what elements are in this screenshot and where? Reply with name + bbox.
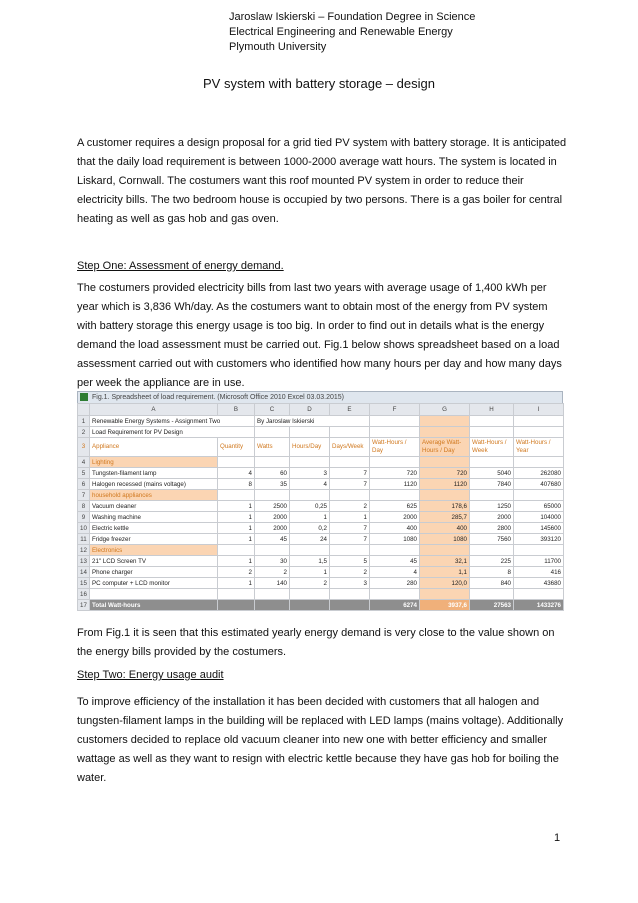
- column-header: A: [90, 404, 218, 416]
- row-number: 1: [78, 416, 90, 427]
- row-number: 5: [78, 468, 90, 479]
- column-header: D: [290, 404, 330, 416]
- avg-wh-day-cell: 720: [420, 468, 470, 479]
- row-number: 6: [78, 479, 90, 490]
- row-number: 17: [78, 600, 90, 611]
- sheet-subtitle-cell: Load Requirement for PV Design: [90, 427, 255, 438]
- avg-wh-day-cell: 400: [420, 523, 470, 534]
- total-wh-day: 6274: [370, 600, 420, 611]
- header-cell: Quantity: [218, 438, 255, 457]
- corner-cell: [78, 404, 90, 416]
- wh-day-cell: 1080: [370, 534, 420, 545]
- quantity-cell: 1: [218, 523, 255, 534]
- watts-cell: 2: [255, 567, 290, 578]
- header-cell: Watt-Hours / Week: [470, 438, 514, 457]
- wh-week-cell: 1250: [470, 501, 514, 512]
- wh-year-cell: 65000: [514, 501, 564, 512]
- avg-wh-day-cell: 1120: [420, 479, 470, 490]
- spreadsheet-figure: [77, 391, 563, 611]
- wh-week-cell: 2000: [470, 512, 514, 523]
- column-header: C: [255, 404, 290, 416]
- wh-week-cell: 5040: [470, 468, 514, 479]
- wh-day-cell: 1120: [370, 479, 420, 490]
- quantity-cell: 2: [218, 567, 255, 578]
- table-row: [78, 427, 564, 438]
- table-header-row: [78, 438, 564, 457]
- wh-day-cell: 280: [370, 578, 420, 589]
- watts-cell: 35: [255, 479, 290, 490]
- total-avg-wh-day: 3937,6: [420, 600, 470, 611]
- watts-cell: 2000: [255, 523, 290, 534]
- wh-day-cell: 720: [370, 468, 420, 479]
- wh-week-cell: 225: [470, 556, 514, 567]
- column-header: I: [514, 404, 564, 416]
- appliance-cell: Fridge freezer: [90, 534, 218, 545]
- watts-cell: 2500: [255, 501, 290, 512]
- wh-week-cell: 840: [470, 578, 514, 589]
- header-cell: Hours/Day: [290, 438, 330, 457]
- hours-day-cell: 2: [290, 578, 330, 589]
- wh-year-cell: 262080: [514, 468, 564, 479]
- category-row: [78, 490, 564, 501]
- avg-wh-day-cell: 285,7: [420, 512, 470, 523]
- wh-day-cell: 4: [370, 567, 420, 578]
- hours-day-cell: 1,5: [290, 556, 330, 567]
- row-number: 11: [78, 534, 90, 545]
- step-two-heading: Step Two: Energy usage audit: [77, 669, 224, 681]
- days-week-cell: 1: [330, 512, 370, 523]
- category-row: [78, 545, 564, 556]
- appliance-cell: Washing machine: [90, 512, 218, 523]
- days-week-cell: 7: [330, 534, 370, 545]
- avg-wh-day-cell: 32,1: [420, 556, 470, 567]
- category-label: Lighting: [90, 457, 218, 468]
- watts-cell: 60: [255, 468, 290, 479]
- row-number: 4: [78, 457, 90, 468]
- wh-year-cell: 104000: [514, 512, 564, 523]
- row-number: 12: [78, 545, 90, 556]
- header-cell: Watts: [255, 438, 290, 457]
- hours-day-cell: 0,2: [290, 523, 330, 534]
- document-title: PV system with battery storage – design: [203, 76, 435, 91]
- header-line-author: Jaroslaw Iskierski – Foundation Degree in Science: [229, 11, 476, 23]
- header-cell: Watt-Hours / Day: [370, 438, 420, 457]
- table-row: [78, 534, 564, 545]
- table-row: [78, 578, 564, 589]
- days-week-cell: 7: [330, 479, 370, 490]
- table-row: [78, 523, 564, 534]
- quantity-cell: 1: [218, 512, 255, 523]
- table-row: [78, 589, 564, 600]
- wh-year-cell: 416: [514, 567, 564, 578]
- row-number: 9: [78, 512, 90, 523]
- intro-paragraph: A customer requires a design proposal for a grid tied PV system with battery storage. It is anticipated that the daily load requirement is between 1000-2000 average watt hours. The system is located in Liskard, Cornwall. The costumers want this roof mounted PV system in order to reduce their electricity bills. The two bedroom house is occupied by two persons. There is a gas boiler for central heating as well as gas hob and gas oven.: [77, 137, 567, 225]
- column-header: F: [370, 404, 420, 416]
- sheet-title-cell: Renewable Energy Systems - Assignment Two: [90, 416, 255, 427]
- category-label: household appliances: [90, 490, 218, 501]
- days-week-cell: 7: [330, 468, 370, 479]
- column-header-row: [78, 404, 564, 416]
- table-row: [78, 468, 564, 479]
- appliance-cell: Halogen recessed (mains voltage): [90, 479, 218, 490]
- row-number: 8: [78, 501, 90, 512]
- avg-wh-day-cell: 1080: [420, 534, 470, 545]
- table-row: [78, 501, 564, 512]
- page-number: 1: [554, 832, 561, 844]
- wh-week-cell: 8: [470, 567, 514, 578]
- appliance-cell: Tungsten-filament lamp: [90, 468, 218, 479]
- wh-day-cell: 400: [370, 523, 420, 534]
- quantity-cell: 1: [218, 556, 255, 567]
- table-row: [78, 479, 564, 490]
- step-two-paragraph: To improve efficiency of the installation it has been decided with customers that all halogen and tungsten-filament lamps in the building will be replaced with LED lamps (mains voltage). Additionally customers decided to replace old vacuum cleaner into new one with better efficiency and smaller wattage as well as they want to resign with electric kettle because they have gas hob for boiling the water.: [77, 696, 564, 784]
- avg-wh-day-cell: 120,0: [420, 578, 470, 589]
- row-number: 13: [78, 556, 90, 567]
- header-cell: Average Watt-Hours / Day: [420, 438, 470, 457]
- column-header: B: [218, 404, 255, 416]
- wh-year-cell: 43680: [514, 578, 564, 589]
- wh-day-cell: 45: [370, 556, 420, 567]
- avg-wh-day-cell: 178,6: [420, 501, 470, 512]
- wh-year-cell: 407680: [514, 479, 564, 490]
- table-row: [78, 567, 564, 578]
- category-label: Electronics: [90, 545, 218, 556]
- wh-year-cell: 11700: [514, 556, 564, 567]
- row-number: 7: [78, 490, 90, 501]
- row-number: 2: [78, 427, 90, 438]
- watts-cell: 140: [255, 578, 290, 589]
- column-header: G: [420, 404, 470, 416]
- quantity-cell: 1: [218, 501, 255, 512]
- appliance-cell: PC computer + LCD monitor: [90, 578, 218, 589]
- header-cell: Days/Week: [330, 438, 370, 457]
- wh-year-cell: 393120: [514, 534, 564, 545]
- hours-day-cell: 4: [290, 479, 330, 490]
- total-wh-week: 27563: [470, 600, 514, 611]
- wh-year-cell: 145600: [514, 523, 564, 534]
- wh-week-cell: 7840: [470, 479, 514, 490]
- category-row: [78, 457, 564, 468]
- quantity-cell: 8: [218, 479, 255, 490]
- hours-day-cell: 24: [290, 534, 330, 545]
- hours-day-cell: 1: [290, 512, 330, 523]
- row-number: 15: [78, 578, 90, 589]
- appliance-cell: Electric kettle: [90, 523, 218, 534]
- row-number: 16: [78, 589, 90, 600]
- row-number: 14: [78, 567, 90, 578]
- header-line-course: Electrical Engineering and Renewable Energy: [229, 26, 453, 38]
- table-row: [78, 556, 564, 567]
- watts-cell: 30: [255, 556, 290, 567]
- appliance-cell: Vacuum cleaner: [90, 501, 218, 512]
- quantity-cell: 1: [218, 534, 255, 545]
- column-header: H: [470, 404, 514, 416]
- watts-cell: 45: [255, 534, 290, 545]
- header-cell: Watt-Hours / Year: [514, 438, 564, 457]
- wh-day-cell: 625: [370, 501, 420, 512]
- wh-week-cell: 2800: [470, 523, 514, 534]
- appliance-cell: Phone charger: [90, 567, 218, 578]
- load-requirement-table: [77, 403, 564, 611]
- step-one-heading: Step One: Assessment of energy demand.: [77, 260, 284, 272]
- watts-cell: 2000: [255, 512, 290, 523]
- days-week-cell: 7: [330, 523, 370, 534]
- table-row: [78, 512, 564, 523]
- sheet-author-cell: By Jaroslaw Iskierski: [255, 416, 370, 427]
- days-week-cell: 2: [330, 567, 370, 578]
- author-header: [229, 10, 475, 55]
- step-one-paragraph: The costumers provided electricity bills from last two years with average usage of 1,400 kWh per year which is 3,836 Wh/day. As the costumers want to obtain most of the energy from PV system with battery storage this energy usage is too big. In order to find out in details what is the energy demand the load assessment must be carried out. Fig.1 below shows spreadsheet based on a load assessment carried out with customers who identified how many hours per day and how many days per week the appliance are in use.: [77, 282, 562, 389]
- column-header: E: [330, 404, 370, 416]
- wh-day-cell: 2000: [370, 512, 420, 523]
- appliance-cell: 21" LCD Screen TV: [90, 556, 218, 567]
- quantity-cell: 4: [218, 468, 255, 479]
- days-week-cell: 5: [330, 556, 370, 567]
- hours-day-cell: 0,25: [290, 501, 330, 512]
- row-number: 10: [78, 523, 90, 534]
- figure-caption: Fig.1. Spreadsheet of load requirement. (Microsoft Office 2010 Excel 03.03.2015): [92, 394, 345, 401]
- hours-day-cell: 3: [290, 468, 330, 479]
- figure-commentary: From Fig.1 it is seen that this estimated yearly energy demand is very close to the value shown on the energy bills provided by the costumers.: [77, 627, 555, 658]
- table-row: [78, 416, 564, 427]
- total-row: [78, 600, 564, 611]
- avg-wh-day-cell: 1,1: [420, 567, 470, 578]
- wh-week-cell: 7560: [470, 534, 514, 545]
- header-line-university: Plymouth University: [229, 41, 327, 53]
- total-wh-year: 1433276: [514, 600, 564, 611]
- excel-icon: [80, 393, 88, 401]
- days-week-cell: 3: [330, 578, 370, 589]
- row-number: 3: [78, 438, 90, 457]
- figure-caption-bar: [77, 391, 563, 403]
- total-label: Total Watt-hours: [90, 600, 218, 611]
- days-week-cell: 2: [330, 501, 370, 512]
- hours-day-cell: 1: [290, 567, 330, 578]
- quantity-cell: 1: [218, 578, 255, 589]
- header-cell: Appliance: [90, 438, 218, 457]
